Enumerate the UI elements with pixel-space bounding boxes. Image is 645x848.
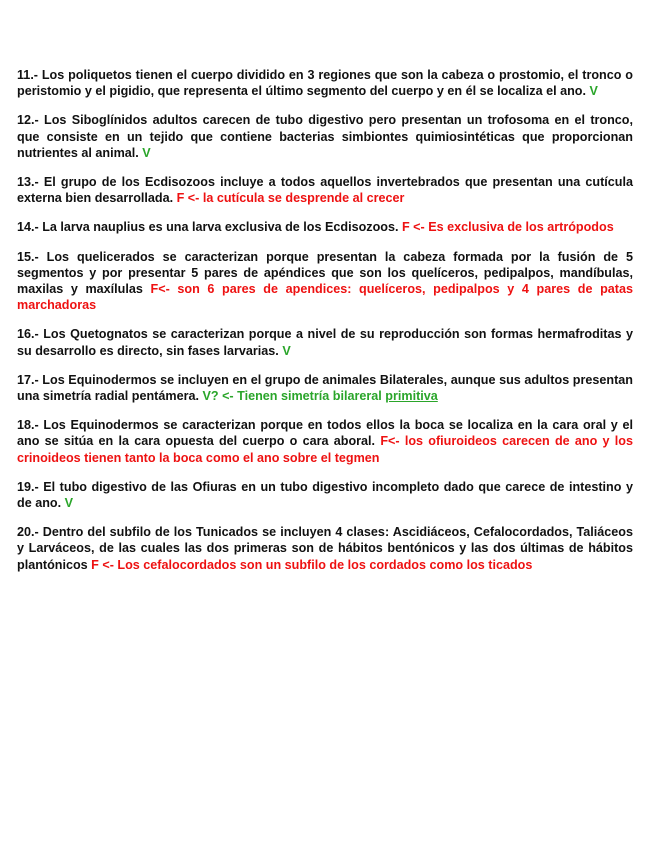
answer-false: F<- los ofiuroideos carecen de ano y los crinoideos tienen tanto la boca como el ano sobre el tegmen xyxy=(17,434,634,465)
answer-false: F <- Los cefalocordados son un subfilo de los cordados como los ticados xyxy=(91,557,533,572)
question-13 xyxy=(17,174,633,206)
answer-true: V xyxy=(64,496,73,511)
answer-false: F<- son 6 pares de apendices: quelíceros, pedipalpos y 4 pares de patas marchadoras xyxy=(17,282,633,313)
question-14 xyxy=(17,219,633,235)
question-12 xyxy=(17,112,633,161)
answer-false: F <- la cutícula se desprende al crecer xyxy=(176,191,405,206)
question-text: 20.- Dentro del subfilo de los Tunicados se incluyen 4 clases: Ascidiáceos, Cefalocordados, Taliáceos y Larváceos, de las cuales las dos primeras son de hábitos bentónicos y las dos últimas de hábitos plantónicos xyxy=(17,525,633,572)
question-text: 13.- El grupo de los Ecdisozoos incluye a todos aquellos invertebrados que presentan una cutícula externa bien desarrollada. xyxy=(17,175,633,206)
question-text: 17.- Los Equinodermos se incluyen en el grupo de animales Bilaterales, aunque sus adultos presentan una simetría radial pentámera. xyxy=(17,372,633,404)
answer-true: V? <- Tienen simetría bilareral xyxy=(202,389,382,404)
question-15 xyxy=(17,249,633,314)
question-text: 19.- El tubo digestivo de las Ofiuras en un tubo digestivo incompleto dado que carece de intestino y de ano. xyxy=(17,479,633,511)
question-18 xyxy=(17,417,633,466)
question-20 xyxy=(17,524,633,573)
answer-true: V xyxy=(589,84,598,99)
answer-true: V xyxy=(142,145,151,160)
question-11 xyxy=(17,67,633,99)
question-text: 16.- Los Quetognatos se caracterizan porque a nivel de su reproducción son formas hermafroditas y su desarrollo es directo, sin fases larvarias. xyxy=(17,327,633,358)
question-text: 14.- La larva nauplius es una larva exclusiva de los Ecdisozoos. xyxy=(17,220,399,235)
question-17 xyxy=(17,372,633,404)
question-text: 11.- Los poliquetos tienen el cuerpo dividido en 3 regiones que son la cabeza o prostomio, el tronco o peristomio y el pigidio, que representa el último segmento del cuerpo y en él se localiza el ano. xyxy=(17,68,633,99)
question-19 xyxy=(17,479,633,511)
question-text: 18.- Los Equinodermos se caracterizan porque en todos ellos la boca se localiza en la cara oral y el ano se sitúa en la cara opuesta del cuerpo o cara aboral. xyxy=(17,418,633,449)
answer-underlined-word: primitiva xyxy=(385,389,438,404)
answer-false: F <- Es exclusiva de los artrópodos xyxy=(401,220,614,235)
question-16 xyxy=(17,326,633,358)
question-text: 15.- Los quelicerados se caracterizan porque presentan la cabeza formada por la fusión de 5 segmentos y por presentar 5 pares de apéndices que son los quelíceros, pedipalpos, mandíbulas, maxilas y maxílulas xyxy=(17,249,633,297)
answer-true: V xyxy=(282,343,291,358)
document-page xyxy=(17,67,633,586)
question-text: 12.- Los Siboglínidos adultos carecen de tubo digestivo pero presentan un trofosoma en el tronco, que consiste en un tejido que contiene bacterias simbiontes quimiosintéticas que proporcionan nutrientes al animal. xyxy=(17,113,633,160)
